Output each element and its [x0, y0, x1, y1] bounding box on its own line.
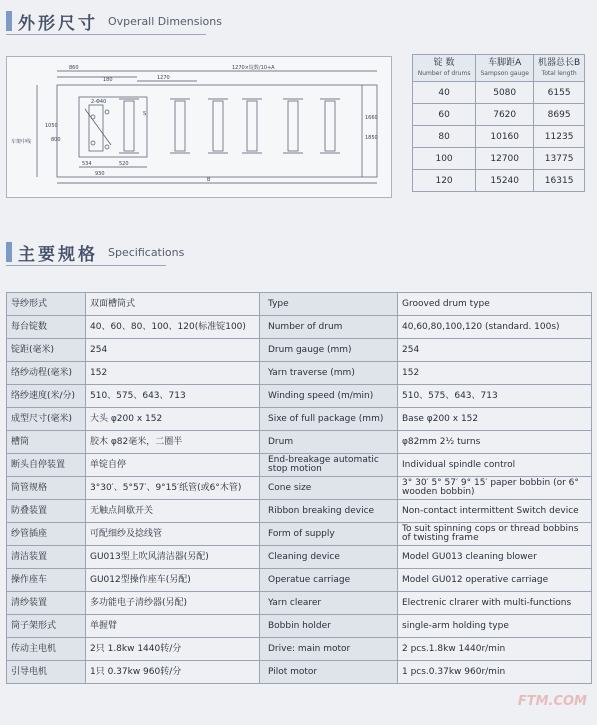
spec-row: 成型尺寸(毫米) 大头 φ200 x 152 Sixe of full package (mm) Base φ200 x 152: [7, 408, 592, 431]
dim-860: 860: [69, 65, 79, 71]
label-frame-center: 车架中线: [11, 139, 32, 145]
spec-row: 络纱动程(毫米) 152 Yarn traverse (mm) 152: [7, 362, 592, 385]
table-row: 80 10160 11235: [413, 126, 585, 148]
header-length: 机器总长B Total length: [534, 55, 585, 82]
section-title-cn: 主要规格: [18, 244, 98, 265]
section-header-dimensions: [0, 8, 222, 34]
dim-930: 930: [95, 171, 105, 177]
spec-row: 纱管插座 可配细纱及捻线管 Form of supply To suit spinning cops or thread bobbins of twisting frame: [7, 523, 592, 546]
dim-800: 800: [51, 137, 61, 143]
table-row: 100 12700 13775: [413, 148, 585, 170]
header-gauge: 车脚距A Sampson gauge: [476, 55, 534, 82]
header-accent-bar: [6, 242, 12, 262]
spec-row: 引导电机 1只 0.37kw 960转/分 Pilot motor 1 pcs.0.37kw 960r/min: [7, 661, 592, 684]
header-underline: [6, 34, 206, 35]
spec-row: 络纱速度(米/分) 510、575、643、713 Winding speed (m/min) 510、575、643、713: [7, 385, 592, 408]
label-s: S: [143, 111, 147, 117]
spec-row: 筒管规格 3°30′、5°57′、9°15′纸管(或6°木管) Cone size 3° 30′ 5° 57′ 9° 15′ paper bobbin (or 6° wooden bobbin): [7, 477, 592, 500]
header-underline: [6, 265, 166, 266]
dim-1050: 1050: [45, 123, 58, 129]
spec-row: 防叠装置 无触点间歇开关 Ribbon breaking device Non-contact intermittent Switch device: [7, 500, 592, 523]
spec-row: 每台锭数 40、60、80、100、120(标准锭100) Number of drum 40,60,80,100,120 (standard. 100s): [7, 316, 592, 339]
section-title-cn: 外形尺寸: [18, 13, 98, 34]
dimension-drawing: [6, 56, 392, 198]
table-row: 60 7620 8695: [413, 104, 585, 126]
machine-outline-drawing: [7, 57, 391, 197]
specifications-table: [6, 292, 592, 684]
dim-1270: 1270: [157, 75, 170, 81]
spec-row: 筒子架形式 单握臂 Bobbin holder single-arm holding type: [7, 615, 592, 638]
dim-1660: 1660: [365, 115, 378, 121]
table-header-row: [413, 55, 585, 82]
spec-row: 断头自停装置 单锭自停 End-breakage automatic stop motion Individual spindle control: [7, 454, 592, 477]
section-header-specifications: [0, 239, 184, 265]
spec-row: 操作座车 GU012型操作座车(另配) Operatue carriage Model GU012 operative carriage: [7, 569, 592, 592]
header-drums: 锭 数 Number of drums: [413, 55, 476, 82]
dimensions-table: [412, 54, 585, 192]
label-bolts: 2-Φ40: [91, 99, 107, 105]
spec-row: 清洁装置 GU013型上吹风清洁器(另配) Cleaning device Model GU013 cleaning blower: [7, 546, 592, 569]
dim-180: 180: [103, 77, 113, 83]
table-row: 120 15240 16315: [413, 170, 585, 192]
spec-row: 导纱形式 双面槽筒式 Type Grooved drum type: [7, 293, 592, 316]
dim-1850: 1850: [365, 135, 378, 141]
header-accent-bar: [6, 11, 12, 31]
dim-b: B: [207, 177, 211, 183]
spec-row: 传动主电机 2只 1.8kw 1440转/分 Drive: main motor 2 pcs.1.8kw 1440r/min: [7, 638, 592, 661]
watermark: FTM.COM: [517, 694, 587, 709]
spec-row: 锭距(毫米) 254 Drum gauge (mm) 254: [7, 339, 592, 362]
dim-top: 1270×锭数/10+A: [232, 65, 275, 71]
dim-534: 534: [82, 161, 92, 167]
dim-520: 520: [119, 161, 129, 167]
spec-row: 槽筒 胶木 φ82毫米，二圈半 Drum φ82mm 2½ turns: [7, 431, 592, 454]
section-title-en: Ovperall Dimensions: [108, 14, 222, 28]
spec-row: 清纱装置 多功能电子清纱器(另配) Yarn clearer Electrenic clrarer with multi-functions: [7, 592, 592, 615]
section-title-en: Specifications: [108, 245, 185, 259]
table-row: 40 5080 6155: [413, 82, 585, 104]
